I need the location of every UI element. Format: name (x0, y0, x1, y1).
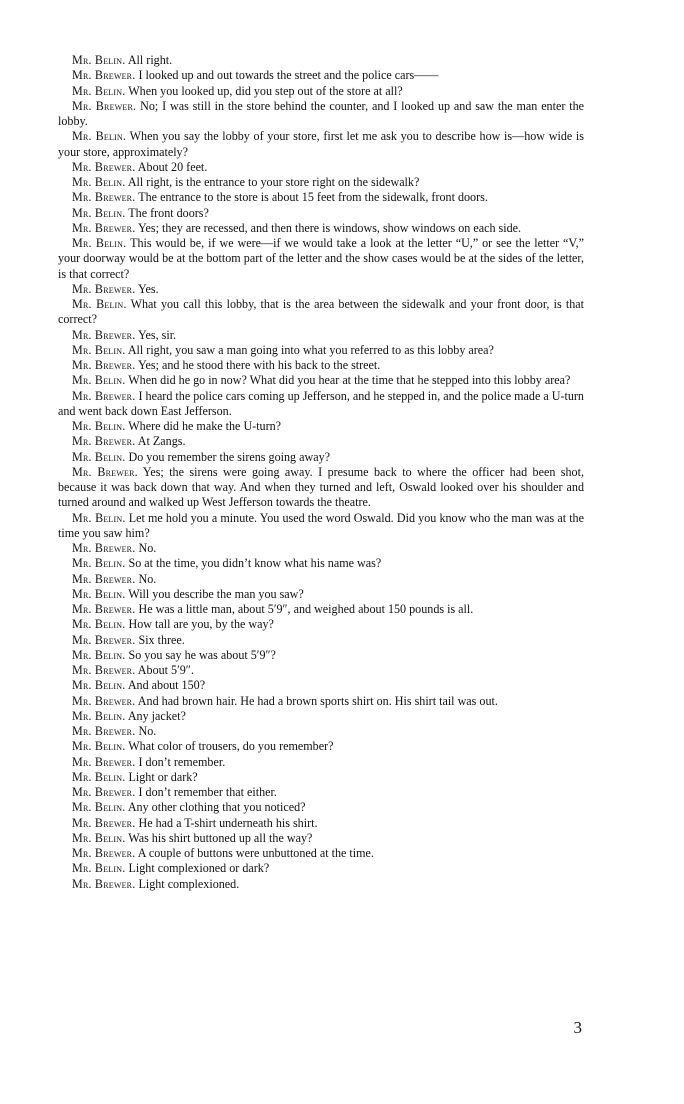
transcript-paragraph (58, 877, 584, 892)
speech-text: This would be, if we were—if we would take a look at the letter “U,” or see the letter “V,” your doorway would be at the bottom part of the letter and the show cases would be at the sides of the letter, is that correct? (58, 236, 584, 281)
speech-text: All right, is the entrance to your store right on the sidewalk? (127, 175, 420, 189)
speaker-label: Mr. Belin. (72, 647, 126, 662)
transcript-paragraph (58, 389, 584, 420)
transcript-paragraph (58, 343, 584, 358)
transcript-paragraph (58, 129, 584, 160)
speech-text: Yes. (138, 281, 159, 296)
speaker-label: Mr. Belin. (72, 129, 127, 144)
speaker-label: Mr. Belin. (72, 83, 126, 98)
speech-text: Do you remember the sirens going away? (128, 449, 330, 464)
transcript-paragraph (58, 190, 584, 205)
speaker-label: Mr. Belin. (72, 373, 126, 388)
speaker-label: Mr. Brewer. (72, 327, 136, 342)
transcript-paragraph (58, 709, 584, 724)
speech-text: No. (138, 571, 157, 586)
speaker-label: Mr. Belin. (72, 861, 126, 876)
speech-text: And had brown hair. He had a brown sports shirt on. His shirt tail was out. (137, 693, 498, 708)
speech-text: Any other clothing that you noticed? (127, 800, 306, 815)
transcript-paragraph (58, 541, 584, 556)
speech-text: Yes, sir. (138, 327, 177, 342)
speaker-label: Mr. Brewer. (72, 724, 136, 738)
transcript-paragraph (58, 236, 584, 282)
speaker-label: Mr. Brewer. (72, 846, 136, 860)
speech-text: He was a little man, about 5′9″, and weighed about 150 pounds is all. (138, 602, 474, 616)
transcript-paragraph (58, 800, 584, 815)
speaker-label: Mr. Brewer. (72, 388, 136, 403)
transcript-paragraph (58, 175, 584, 190)
speaker-label: Mr. Brewer. (72, 98, 137, 113)
transcript-paragraph (58, 99, 584, 130)
speech-text: What you call this lobby, that is the area between the sidewalk and your front door, is that correct? (58, 297, 584, 327)
transcript-paragraph (58, 572, 584, 587)
speaker-label: Mr. Brewer. (72, 220, 136, 235)
speech-text: And about 150? (127, 678, 206, 693)
speech-text: What color of trousers, do you remember? (128, 739, 334, 754)
speaker-label: Mr. Brewer. (72, 281, 136, 296)
speech-text: So at the time, you didn’t know what his name was? (128, 556, 382, 571)
speaker-label: Mr. Brewer. (72, 434, 136, 449)
speaker-label: Mr. Belin. (72, 297, 127, 311)
speech-text: Light complexioned or dark? (128, 861, 270, 876)
transcript-paragraph (58, 328, 584, 343)
speaker-label: Mr. Brewer. (72, 358, 136, 372)
speaker-label: Mr. Belin. (72, 586, 126, 601)
transcript-paragraph (58, 663, 584, 678)
transcript-paragraph (58, 221, 584, 236)
speech-text: I heard the police cars coming up Jefferson, and he stepped in, and the police made a U-turn and went back down East Jefferson. (58, 388, 584, 418)
speaker-label: Mr. Belin. (72, 739, 126, 754)
speaker-label: Mr. Belin. (72, 449, 126, 464)
speaker-label: Mr. Brewer. (72, 663, 136, 677)
speaker-label: Mr. Brewer. (72, 68, 136, 83)
speech-text: Light complexioned. (138, 876, 240, 891)
transcript-paragraph (58, 587, 584, 602)
speech-text: No; I was still in the store behind the counter, and I looked up and saw the man enter the lobby. (58, 98, 584, 128)
transcript-paragraph (58, 84, 584, 99)
page-number: 3 (573, 1018, 582, 1037)
speaker-label: Mr. Belin. (72, 205, 126, 220)
speaker-label: Mr. Brewer. (72, 785, 136, 799)
speaker-label: Mr. Belin. (72, 342, 126, 357)
speech-text: I looked up and out towards the street and the police cars—— (138, 68, 439, 83)
transcript-paragraph (58, 434, 584, 449)
speech-text: About 5′9″. (137, 663, 194, 677)
speech-text: All right, you saw a man going into what you referred to as this lobby area? (127, 342, 494, 357)
speech-text: Any jacket? (127, 708, 186, 723)
speaker-label: Mr. Brewer. (72, 190, 136, 205)
speaker-label: Mr. Belin. (72, 830, 126, 845)
transcript-paragraph (58, 648, 584, 663)
speaker-label: Mr. Brewer. (72, 632, 136, 647)
speech-text: About 20 feet. (137, 159, 208, 174)
transcript-paragraph (58, 678, 584, 693)
speech-text: At Zangs. (137, 434, 186, 449)
transcript-paragraph (58, 297, 584, 328)
speech-text: Was his shirt buttoned up all the way? (128, 830, 313, 845)
speech-text: No. (138, 541, 157, 555)
transcript-paragraph (58, 160, 584, 175)
speech-text: Will you describe the man you saw? (128, 586, 304, 601)
transcript-paragraph (58, 724, 584, 739)
transcript-paragraph (58, 617, 584, 632)
speaker-label: Mr. Brewer. (72, 602, 136, 616)
transcript-paragraph (58, 358, 584, 373)
speech-text: A couple of buttons were unbuttoned at the time. (137, 846, 374, 860)
speech-text: Where did he make the U-turn? (128, 419, 282, 433)
speech-text: Yes; the sirens were going away. I presume back to where the officer had been shot, because it was back down that way. And when they turned and left, Oswald looked over his shoulder and turned around and walked up West Jefferson towards the theatre. (58, 464, 584, 510)
speech-text: All right. (127, 53, 173, 67)
speaker-label: Mr. Belin. (72, 678, 126, 693)
speaker-label: Mr. Brewer. (72, 541, 136, 555)
speaker-label: Mr. Brewer. (72, 159, 136, 174)
speech-text: Six three. (138, 632, 185, 647)
transcript-paragraph (58, 206, 584, 221)
speaker-label: Mr. Belin. (72, 769, 126, 784)
speaker-label: Mr. Belin. (72, 617, 126, 632)
speech-text: Yes; they are recessed, and then there is windows, show windows on each side. (138, 220, 522, 235)
speaker-label: Mr. Brewer. (72, 693, 136, 708)
speaker-label: Mr. Belin. (72, 53, 126, 67)
speech-text: He had a T-shirt underneath his shirt. (138, 815, 318, 830)
speech-text: I don’t remember. (138, 754, 226, 769)
speaker-label: Mr. Brewer. (72, 876, 136, 891)
speech-text: How tall are you, by the way? (128, 617, 274, 632)
transcript-paragraph (58, 556, 584, 571)
transcript-paragraph (58, 739, 584, 754)
transcript-page (58, 53, 584, 892)
speech-text: No. (138, 724, 157, 738)
speech-text: When you say the lobby of your store, first let me ask you to describe how is—how wide is your store, approximately? (58, 129, 584, 159)
transcript-paragraph (58, 861, 584, 876)
transcript-paragraph (58, 419, 584, 434)
speech-text: Let me hold you a minute. You used the word Oswald. Did you know who the man was at the time you saw him? (58, 510, 584, 540)
speaker-label: Mr. Belin. (72, 419, 126, 433)
transcript-paragraph (58, 785, 584, 800)
speech-text: The front doors? (128, 205, 209, 220)
speaker-label: Mr. Belin. (72, 175, 126, 189)
transcript-paragraph (58, 511, 584, 542)
speech-text: I don’t remember that either. (138, 785, 277, 799)
transcript-paragraph (58, 633, 584, 648)
transcript-paragraph (58, 465, 584, 511)
transcript-paragraph (58, 282, 584, 297)
speech-text: The entrance to the store is about 15 feet from the sidewalk, front doors. (138, 190, 488, 205)
speaker-label: Mr. Brewer. (72, 754, 136, 769)
speaker-label: Mr. Brewer. (72, 571, 136, 586)
speaker-label: Mr. Belin. (72, 708, 126, 723)
transcript-paragraph (58, 816, 584, 831)
transcript-paragraph (58, 694, 584, 709)
transcript-paragraph (58, 846, 584, 861)
transcript-paragraph (58, 68, 584, 83)
speaker-label: Mr. Brewer. (72, 464, 138, 479)
transcript-paragraph (58, 770, 584, 785)
transcript-paragraph (58, 450, 584, 465)
transcript-paragraph (58, 831, 584, 846)
transcript-paragraph (58, 53, 584, 68)
transcript-paragraph (58, 373, 584, 388)
speaker-label: Mr. Belin. (72, 510, 126, 525)
speech-text: When did he go in now? What did you hear at the time that he stepped into this lobby area? (128, 373, 571, 388)
speaker-label: Mr. Belin. (72, 556, 126, 571)
speech-text: Yes; and he stood there with his back to the street. (138, 358, 381, 372)
speaker-label: Mr. Belin. (72, 236, 127, 250)
transcript-paragraph (58, 755, 584, 770)
speech-text: Light or dark? (128, 769, 198, 784)
speaker-label: Mr. Belin. (72, 800, 126, 815)
speech-text: So you say he was about 5′9″? (128, 647, 276, 662)
transcript-paragraph (58, 602, 584, 617)
speech-text: When you looked up, did you step out of the store at all? (128, 83, 403, 98)
speaker-label: Mr. Brewer. (72, 815, 136, 830)
